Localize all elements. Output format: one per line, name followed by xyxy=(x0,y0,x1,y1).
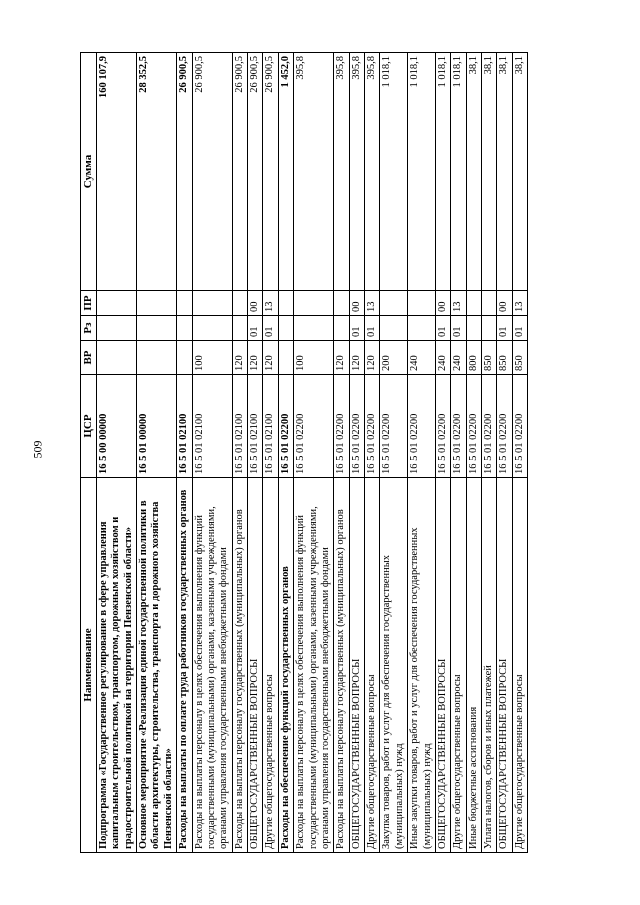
row-csr: 16 5 01 02100 xyxy=(232,375,247,478)
row-pr xyxy=(482,291,497,316)
row-rz: 01 xyxy=(365,316,380,341)
row-name: ОБЩЕГОСУДАРСТВЕННЫЕ ВОПРОСЫ xyxy=(435,478,450,853)
row-vr: 850 xyxy=(512,341,527,375)
table-row xyxy=(497,53,512,853)
row-rz xyxy=(177,316,192,341)
row-pr xyxy=(177,291,192,316)
row-sum: 395,8 xyxy=(349,53,364,291)
row-rz: 01 xyxy=(512,316,527,341)
row-sum: 395,8 xyxy=(334,53,349,291)
row-sum: 38,1 xyxy=(512,53,527,291)
row-vr xyxy=(137,341,177,375)
row-pr: 00 xyxy=(435,291,450,316)
row-csr: 16 5 01 02200 xyxy=(278,375,293,478)
row-pr xyxy=(380,291,408,316)
row-csr: 16 5 01 02200 xyxy=(349,375,364,478)
row-name: Расходы на выплаты по оплате труда работников государственных органов xyxy=(177,478,192,853)
row-name: Расходы на выплаты персоналу государственных (муниципальных) органов xyxy=(232,478,247,853)
table-row xyxy=(278,53,293,853)
row-pr xyxy=(232,291,247,316)
table-row xyxy=(408,53,436,853)
row-sum: 395,8 xyxy=(294,53,334,291)
row-name: Закупка товаров, работ и услуг для обеспечения государственных (муниципальных) нужд xyxy=(380,478,408,853)
header-rz: Рз xyxy=(81,316,97,341)
row-name: Другие общегосударственные вопросы xyxy=(512,478,527,853)
row-rz: 01 xyxy=(497,316,512,341)
row-rz: 01 xyxy=(349,316,364,341)
row-vr: 120 xyxy=(365,341,380,375)
row-rz xyxy=(380,316,408,341)
table-row xyxy=(137,53,177,853)
row-name: Расходы на обеспечение функций государственных органов xyxy=(278,478,293,853)
row-pr xyxy=(294,291,334,316)
row-pr: 00 xyxy=(248,291,263,316)
row-csr: 16 5 01 02200 xyxy=(512,375,527,478)
table-row xyxy=(349,53,364,853)
row-name: Другие общегосударственные вопросы xyxy=(365,478,380,853)
row-pr xyxy=(96,291,136,316)
row-pr: 13 xyxy=(512,291,527,316)
table-row xyxy=(482,53,497,853)
row-name: Расходы на выплаты персоналу в целях обеспечения выполнения функций государственными (муниципальными) органами, казенными учреждениями, органами управления государственными внебюджетными фондами xyxy=(294,478,334,853)
row-sum: 395,8 xyxy=(365,53,380,291)
row-csr: 16 5 01 02100 xyxy=(248,375,263,478)
row-name: Подпрограмма «Государственное регулирование в сфере управления капитальным строительством, транспортом, дорожным хозяйством и градостроительной политикой на территории Пензенской области» xyxy=(96,478,136,853)
budget-table xyxy=(80,52,528,853)
row-csr: 16 5 00 00000 xyxy=(96,375,136,478)
table-row xyxy=(248,53,263,853)
row-pr: 13 xyxy=(451,291,466,316)
row-csr: 16 5 01 02200 xyxy=(482,375,497,478)
row-rz: 01 xyxy=(263,316,278,341)
row-vr: 240 xyxy=(435,341,450,375)
table-row xyxy=(192,53,232,853)
table-row xyxy=(232,53,247,853)
row-name: Основное мероприятие «Реализация единой государственной политики в области архитектуры, строительства, транспорта и дорожного хозяйства Пензенской области» xyxy=(137,478,177,853)
row-name: Уплата налогов, сборов и иных платежей xyxy=(482,478,497,853)
row-rz xyxy=(482,316,497,341)
row-sum: 38,1 xyxy=(482,53,497,291)
row-vr xyxy=(96,341,136,375)
row-vr: 100 xyxy=(192,341,232,375)
header-vr: ВР xyxy=(81,341,97,375)
row-sum: 28 352,5 xyxy=(137,53,177,291)
row-rz xyxy=(334,316,349,341)
row-vr: 240 xyxy=(451,341,466,375)
row-sum: 26 900,5 xyxy=(248,53,263,291)
row-csr: 16 5 01 02200 xyxy=(334,375,349,478)
header-sum: Сумма xyxy=(81,53,97,291)
table-row xyxy=(334,53,349,853)
row-rz xyxy=(294,316,334,341)
table-row xyxy=(263,53,278,853)
row-vr: 120 xyxy=(248,341,263,375)
row-pr: 13 xyxy=(263,291,278,316)
row-rz xyxy=(278,316,293,341)
row-rz xyxy=(137,316,177,341)
row-sum: 1 452,0 xyxy=(278,53,293,291)
table-row xyxy=(512,53,527,853)
row-pr xyxy=(192,291,232,316)
row-rz: 01 xyxy=(451,316,466,341)
row-vr: 850 xyxy=(497,341,512,375)
row-rz xyxy=(232,316,247,341)
row-vr xyxy=(177,341,192,375)
row-csr: 16 5 01 02100 xyxy=(177,375,192,478)
row-pr: 00 xyxy=(349,291,364,316)
header-pr: ПР xyxy=(81,291,97,316)
row-name: Другие общегосударственные вопросы xyxy=(451,478,466,853)
row-csr: 16 5 01 02200 xyxy=(408,375,436,478)
row-pr xyxy=(408,291,436,316)
row-pr: 00 xyxy=(497,291,512,316)
row-vr: 120 xyxy=(263,341,278,375)
row-name: ОБЩЕГОСУДАРСТВЕННЫЕ ВОПРОСЫ xyxy=(497,478,512,853)
row-sum: 1 018,1 xyxy=(451,53,466,291)
table-row xyxy=(380,53,408,853)
row-sum: 38,1 xyxy=(497,53,512,291)
table-row xyxy=(177,53,192,853)
row-pr xyxy=(466,291,481,316)
table-header-row xyxy=(81,53,97,853)
row-csr: 16 5 01 02100 xyxy=(192,375,232,478)
row-name: Другие общегосударственные вопросы xyxy=(263,478,278,853)
row-vr: 800 xyxy=(466,341,481,375)
table-body xyxy=(96,53,527,853)
row-vr: 200 xyxy=(380,341,408,375)
row-vr: 120 xyxy=(232,341,247,375)
row-csr: 16 5 01 02200 xyxy=(451,375,466,478)
table-row xyxy=(294,53,334,853)
row-name: Расходы на выплаты персоналу государственных (муниципальных) органов xyxy=(334,478,349,853)
row-pr xyxy=(278,291,293,316)
row-rz xyxy=(466,316,481,341)
row-name: ОБЩЕГОСУДАРСТВЕННЫЕ ВОПРОСЫ xyxy=(349,478,364,853)
row-csr: 16 5 01 02200 xyxy=(294,375,334,478)
row-vr: 120 xyxy=(334,341,349,375)
row-pr xyxy=(334,291,349,316)
row-csr: 16 5 01 00000 xyxy=(137,375,177,478)
row-vr: 850 xyxy=(482,341,497,375)
row-name: Иные закупки товаров, работ и услуг для обеспечения государственных (муниципальных) нужд xyxy=(408,478,436,853)
row-sum: 160 107,9 xyxy=(96,53,136,291)
table-row xyxy=(96,53,136,853)
row-name: Расходы на выплаты персоналу в целях обеспечения выполнения функций государственными (муниципальными) органами, казенными учреждениями, органами управления государственными внебюджетными фондами xyxy=(192,478,232,853)
row-sum: 1 018,1 xyxy=(435,53,450,291)
row-pr: 13 xyxy=(365,291,380,316)
row-csr: 16 5 01 02200 xyxy=(365,375,380,478)
page-number: 509 xyxy=(30,440,45,459)
row-csr: 16 5 01 02100 xyxy=(263,375,278,478)
row-vr: 100 xyxy=(294,341,334,375)
header-csr: ЦСР xyxy=(81,375,97,478)
row-sum: 26 900,5 xyxy=(263,53,278,291)
row-sum: 26 900,5 xyxy=(232,53,247,291)
table-row xyxy=(451,53,466,853)
row-sum: 26 900,5 xyxy=(192,53,232,291)
table-row xyxy=(365,53,380,853)
row-sum: 38,1 xyxy=(466,53,481,291)
table-row xyxy=(435,53,450,853)
row-sum: 26 900,5 xyxy=(177,53,192,291)
row-csr: 16 5 01 02200 xyxy=(380,375,408,478)
header-name: Наименование xyxy=(81,478,97,853)
row-csr: 16 5 01 02200 xyxy=(435,375,450,478)
row-rz: 01 xyxy=(248,316,263,341)
table-row xyxy=(466,53,481,853)
budget-table-sheet xyxy=(80,53,606,853)
row-csr: 16 5 01 02200 xyxy=(466,375,481,478)
row-pr xyxy=(137,291,177,316)
row-sum: 1 018,1 xyxy=(408,53,436,291)
row-vr: 120 xyxy=(349,341,364,375)
row-rz: 01 xyxy=(435,316,450,341)
row-csr: 16 5 01 02200 xyxy=(497,375,512,478)
row-name: Иные бюджетные ассигнования xyxy=(466,478,481,853)
row-rz xyxy=(192,316,232,341)
row-vr xyxy=(278,341,293,375)
row-rz xyxy=(96,316,136,341)
row-rz xyxy=(408,316,436,341)
row-sum: 1 018,1 xyxy=(380,53,408,291)
row-name: ОБЩЕГОСУДАРСТВЕННЫЕ ВОПРОСЫ xyxy=(248,478,263,853)
row-vr: 240 xyxy=(408,341,436,375)
